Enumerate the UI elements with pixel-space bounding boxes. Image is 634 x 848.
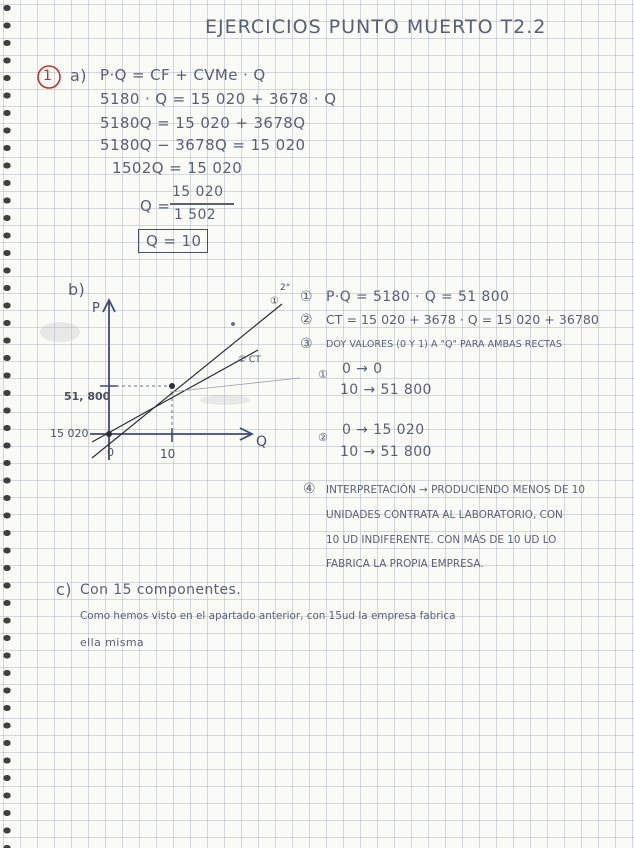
equation-line: P·Q = CF + CVMe · Q: [100, 66, 266, 84]
item-text: DOY VALORES (0 Y 1) A "Q" PARA AMBAS RECTAS: [326, 339, 562, 350]
part-c-line: ella misma: [80, 636, 145, 649]
equation-line: 5180Q − 3678Q = 15 020: [100, 136, 306, 154]
break-even-graph: [20, 270, 320, 470]
item-number: ③: [300, 336, 313, 352]
origin-point: [106, 431, 112, 437]
table-2-row: 0 → 15 020: [342, 422, 425, 438]
table-1-number: ①: [318, 368, 329, 381]
break-even-point: [169, 383, 175, 389]
interpretation-line: FABRICA LA PROPIA EMPRESA.: [326, 558, 484, 570]
y-label-bottom: 15 020: [50, 427, 89, 440]
part-c-heading: Con 15 componentes.: [80, 582, 242, 598]
part-b-letter: b): [68, 280, 86, 299]
interpretation-line: UNIDADES CONTRATA AL LABORATORIO, CON: [326, 509, 563, 521]
line-2-marker: ② CT: [238, 355, 261, 365]
fraction-lhs: Q =: [140, 197, 171, 215]
table-1-row: 0 → 0: [342, 361, 383, 377]
pencil-line: [170, 378, 300, 392]
exercise-number: 1: [43, 68, 53, 84]
fraction-numerator: 15 020: [172, 184, 224, 200]
y-axis-label: P: [92, 301, 100, 316]
interpretation-line: 10 UD INDIFERENTE. CON MÁS DE 10 UD LO: [326, 534, 557, 546]
x-axis-label: Q: [256, 434, 268, 450]
result-value: Q = 10: [146, 232, 202, 250]
interpretation-line: INTERPRETACIÓN → PRODUCIENDO MENOS DE 10: [326, 484, 585, 496]
plot-point: [231, 322, 235, 326]
smudge: [200, 395, 250, 405]
item-text: P·Q = 5180 · Q = 51 800: [326, 289, 510, 305]
x-origin-label: 0: [107, 446, 114, 459]
page-title: EJERCICIOS PUNTO MUERTO T2.2: [205, 16, 547, 38]
fraction-denominator: 1 502: [174, 207, 217, 223]
spiral-binding: [0, 0, 20, 848]
fraction-bar: [170, 203, 234, 205]
equation-line: 5180 · Q = 15 020 + 3678 · Q: [100, 90, 337, 108]
item-number: ②: [300, 312, 313, 328]
part-c-line: Como hemos visto en el apartado anterior, con 15ud la empresa fabrica: [80, 610, 456, 622]
equation-line: 5180Q = 15 020 + 3678Q: [100, 114, 306, 132]
x-tick-label: 10: [160, 447, 176, 461]
interpretation-number: ④: [303, 481, 316, 497]
y-label-top: 51, 800: [64, 390, 111, 403]
item-number: ①: [300, 289, 313, 305]
table-1-row: 10 → 51 800: [340, 382, 432, 398]
part-c-letter: c): [56, 580, 72, 599]
item-text: CT = 15 020 + 3678 · Q = 15 020 + 36780: [326, 312, 599, 327]
smudge: [40, 322, 80, 342]
line-1-marker: ①: [270, 296, 279, 307]
equation-line: 1502Q = 15 020: [112, 159, 243, 177]
corner-mark: 2°: [280, 283, 291, 293]
table-2-number: ②: [318, 431, 329, 444]
part-a-letter: a): [70, 66, 87, 85]
table-2-row: 10 → 51 800: [340, 444, 432, 460]
